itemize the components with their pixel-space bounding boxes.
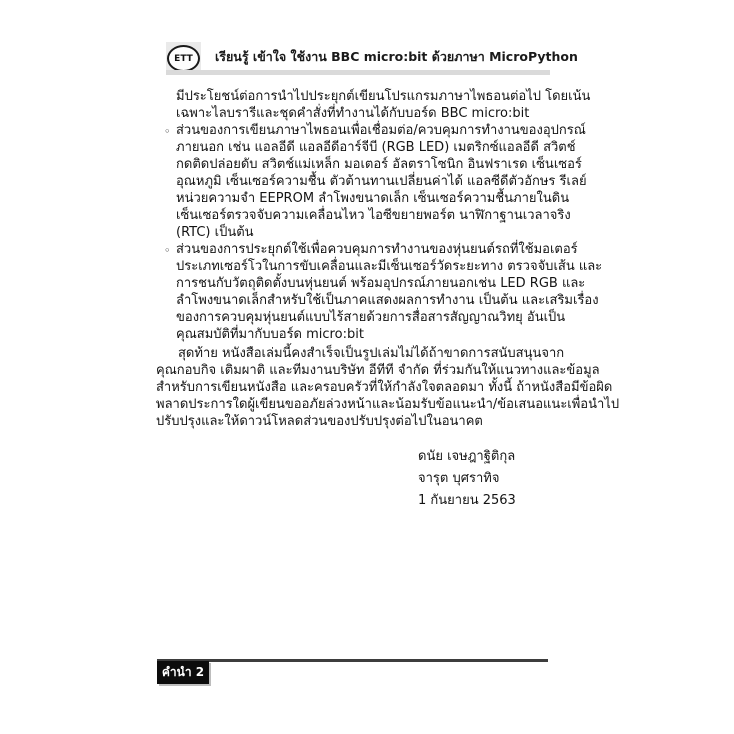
text-line: อุณหภูมิ เซ็นเซอร์ความชื้น ตัวต้านทานเปลี่ยนค่าได้ แอลซีดีตัวอักษร รีเลย์ bbox=[176, 174, 587, 189]
text-line: ของการควบคุมหุ่นยนต์แบบไร้สายด้วยการสื่อสารสัญญาณวิทยุ อันเป็น bbox=[176, 310, 566, 325]
page-title: เรียนรู้ เข้าใจ ใช้งาน BBC micro:bit ด้วยภาษา MicroPython bbox=[215, 49, 578, 64]
text-line: ปรับปรุงและให้ดาวน์โหลดส่วนของปรับปรุงต่อไปในอนาคต bbox=[156, 414, 483, 429]
text-line: คุณกอบกิจ เติมผาติ และทีมงานบริษัท อีทีที จำกัด ที่ร่วมกันให้แนวทางและข้อมูล bbox=[156, 363, 600, 378]
text-line: กดติดปล่อยดับ สวิตช์แม่เหล็ก มอเตอร์ อัลตราโซนิก อินฟราเรด เซ็นเซอร์ bbox=[176, 157, 582, 172]
text-line: ประเภทเซอร์โวในการขับเคลื่อนและมีเซ็นเซอร์วัดระยะทาง ตรวจจับเส้น และ bbox=[176, 259, 603, 274]
body-text bbox=[156, 88, 620, 430]
signature-line: จารุต บุศราทิจ bbox=[418, 471, 500, 486]
text-line: คุณสมบัติที่มากับบอร์ด micro:bit bbox=[176, 327, 364, 342]
signature-line: 1 กันยายน 2563 bbox=[418, 493, 516, 508]
text-line: ภายนอก เช่น แอลอีดี แอลอีดีอาร์จีบี (RGB LED) เมตริกซ์แอลอีดี สวิตช์ bbox=[176, 140, 576, 155]
text-line: พลาดประการใดผู้เขียนขออภัยล่วงหน้าและน้อมรับข้อแนะนำ/ข้อเสนอแนะเพื่อนำไป bbox=[156, 397, 620, 412]
text-line: มีประโยชน์ต่อการนำไปประยุกต์เขียนโปรแกรมภาษาไพธอนต่อไป โดยเน้น bbox=[176, 89, 591, 104]
text-line: เฉพาะไลบรารีและชุดคำสั่งที่ทำงานได้กับบอร์ด BBC micro:bit bbox=[176, 106, 530, 121]
text-line: ส่วนของการประยุกต์ใช้เพื่อควบคุมการทำงานของหุ่นยนต์รถที่ใช้มอเตอร์ bbox=[176, 242, 578, 257]
text-line: การชนกับวัตถุติดตั้งบนหุ่นยนต์ พร้อมอุปกรณ์ภายนอกเช่น LED RGB และ bbox=[176, 276, 586, 291]
page-label-box bbox=[157, 661, 209, 684]
ett-logo-text: ETT bbox=[174, 53, 193, 64]
page-label: คำนำ 2 bbox=[161, 665, 205, 679]
bullet-marker: ◦ bbox=[164, 244, 171, 257]
body-section-paragraph bbox=[156, 345, 620, 430]
text-line: หน่วยความจำ EEPROM ลำโพงขนาดเล็ก เซ็นเซอร์ความชื้นภายในดิน bbox=[176, 191, 570, 206]
body-section-bullet bbox=[156, 241, 603, 343]
text-line: ส่วนของการเขียนภาษาไพธอนเพื่อเชื่อมต่อ/ควบคุมการทำงานของอุปกรณ์ bbox=[176, 123, 586, 138]
body-section-bullet bbox=[156, 122, 587, 241]
footer-rule bbox=[157, 659, 548, 662]
signature-line: ดนัย เจษฎาฐิติกุล bbox=[418, 449, 516, 464]
ett-logo-oval bbox=[167, 45, 200, 72]
header-rule bbox=[166, 70, 550, 75]
body-section-continuation bbox=[156, 88, 591, 122]
text-line: สุดท้าย หนังสือเล่มนี้คงสำเร็จเป็นรูปเล่มไม่ได้ถ้าขาดการสนับสนุนจาก bbox=[178, 346, 565, 361]
text-line: สำหรับการเขียนหนังสือ และครอบครัวที่ให้กำลังใจตลอดมา ทั้งนี้ ถ้าหนังสือมีข้อผิด bbox=[156, 380, 613, 395]
text-line: เซ็นเซอร์ตรวจจับความเคลื่อนไหว ไอซีขยายพอร์ต นาฬิกาฐานเวลาจริง bbox=[176, 208, 571, 223]
bullet-marker: ◦ bbox=[164, 125, 171, 138]
text-line: ลำโพงขนาดเล็กสำหรับใช้เป็นภาคแสดงผลการทำงาน เป็นต้น และเสริมเรื่อง bbox=[176, 293, 599, 308]
text-line: (RTC) เป็นต้น bbox=[176, 225, 254, 240]
signature-block bbox=[418, 446, 516, 512]
